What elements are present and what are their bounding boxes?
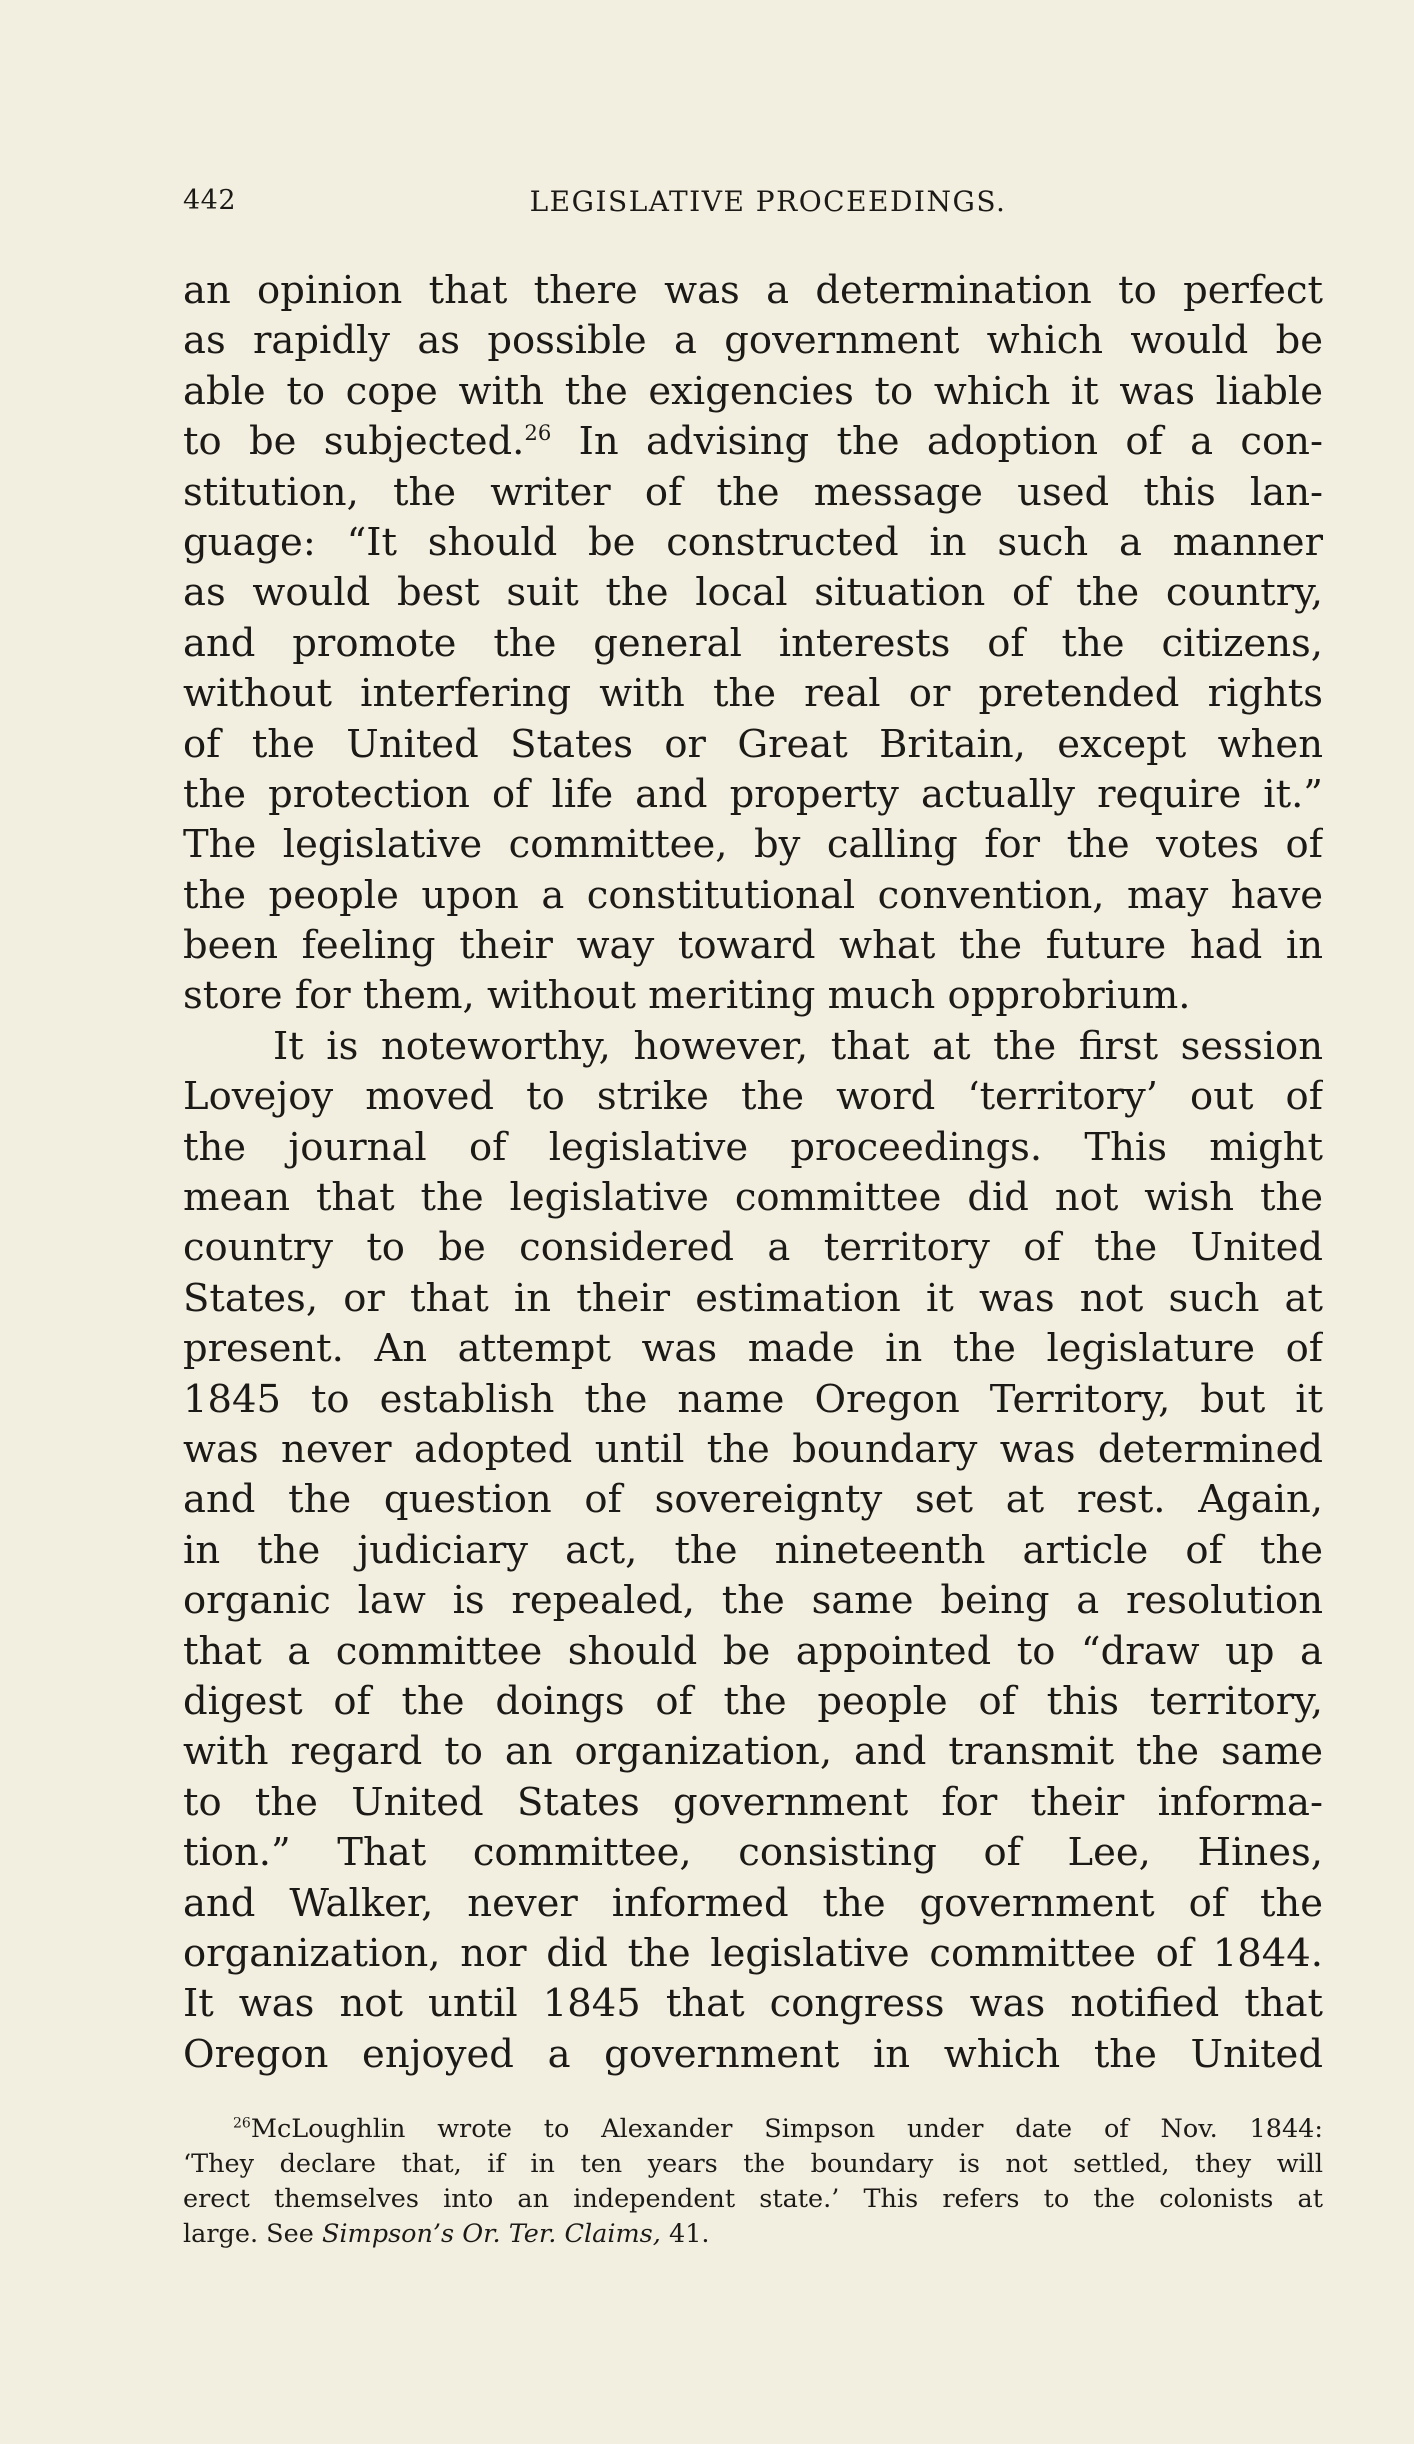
page-number: 442	[183, 185, 237, 216]
citation-title: Simpson’s Or. Ter. Claims,	[321, 2219, 661, 2249]
footnote-marker: 26	[233, 2115, 251, 2132]
footnotes	[183, 2112, 1323, 2252]
text-line-end: In advising the adoption of a con-	[551, 419, 1323, 465]
text-line: organization, nor did the legislative committee of 1844.	[183, 1930, 1323, 1976]
text-line: the journal of legislative proceedings. This might	[183, 1124, 1323, 1170]
text-line: in the judiciary act, the nineteenth article of the	[183, 1527, 1323, 1573]
text-line: mean that the legislative committee did not wish the	[183, 1175, 1323, 1221]
text-line: present. An attempt was made in the legislature of	[183, 1326, 1323, 1372]
text-line: stitution, the writer of the message used this lan-	[183, 469, 1323, 515]
text-line: without interfering with the real or pretended rights	[183, 671, 1323, 717]
text-line: an opinion that there was a determination to perfect	[183, 268, 1323, 313]
text-line: 1845 to establish the name Oregon Territory, but it	[183, 1376, 1323, 1422]
text-line: been feeling their way toward what the future had in	[183, 923, 1323, 969]
text-line: with regard to an organization, and transmit the same	[183, 1729, 1323, 1775]
body-text	[183, 266, 1323, 2080]
text-line: The legislative committee, by calling for the votes of	[183, 822, 1323, 868]
text-line: organic law is repealed, the same being a resolution	[183, 1578, 1323, 1624]
footnote-line	[183, 2217, 1323, 2252]
footnote-reference: 26	[524, 420, 552, 446]
text-line: guage: “It should be constructed in such a manner	[183, 519, 1323, 565]
running-head: LEGISLATIVE PROCEEDINGS.	[529, 185, 1007, 218]
text-line: Oregon enjoyed a government in which the United	[183, 2031, 1323, 2077]
footnote-text: large. See	[183, 2219, 322, 2249]
footnote-line: ‘They declare that, if in ten years the boundary is not settled, they will	[183, 2149, 1323, 2179]
paragraph-start-line: It is noteworthy, however, that at the first session	[273, 1023, 1323, 1069]
text-line: Lovejoy moved to strike the word ‘territory’ out of	[183, 1074, 1323, 1120]
text-line: to the United States government for their informa-	[183, 1779, 1323, 1825]
text-line: and Walker, never informed the government of the	[183, 1880, 1323, 1926]
text-line: was never adopted until the boundary was determined	[183, 1426, 1323, 1472]
text-line: able to cope with the exigencies to which it was liable	[183, 368, 1323, 414]
text-line: the people upon a constitutional convention, may have	[183, 872, 1323, 918]
text-line: as would best suit the local situation of the country,	[183, 570, 1323, 616]
text-line: digest of the doings of the people of this territory,	[183, 1678, 1323, 1724]
footnote-line: erect themselves into an independent state.’ This refers to the colonists at	[183, 2184, 1323, 2214]
text-line: It was not until 1845 that congress was notified that	[183, 1981, 1323, 2027]
text-line: store for them, without meriting much opprobrium.	[183, 973, 1191, 1019]
text-line: as rapidly as possible a government which would be	[183, 318, 1323, 364]
text-line: the protection of life and property actually require it.”	[183, 771, 1323, 817]
text-line: and promote the general interests of the citizens,	[183, 620, 1323, 666]
text-line: and the question of sovereignty set at rest. Again,	[183, 1477, 1323, 1523]
text-line: of the United States or Great Britain, except when	[183, 721, 1323, 767]
text-line-start: to be subjected.	[183, 419, 525, 465]
text-line	[183, 417, 1323, 467]
footnote-line	[183, 2112, 1323, 2147]
text-line: States, or that in their estimation it was not such at	[183, 1275, 1323, 1321]
text-line: that a committee should be appointed to “draw up a	[183, 1628, 1323, 1674]
footnote-text: McLoughlin wrote to Alexander Simpson under date of Nov. 1844:	[250, 2114, 1323, 2144]
text-line: country to be considered a territory of the United	[183, 1225, 1323, 1271]
page-header	[183, 185, 1323, 225]
footnote-text: 41.	[660, 2219, 710, 2249]
text-line: tion.” That committee, consisting of Lee, Hines,	[183, 1830, 1323, 1876]
